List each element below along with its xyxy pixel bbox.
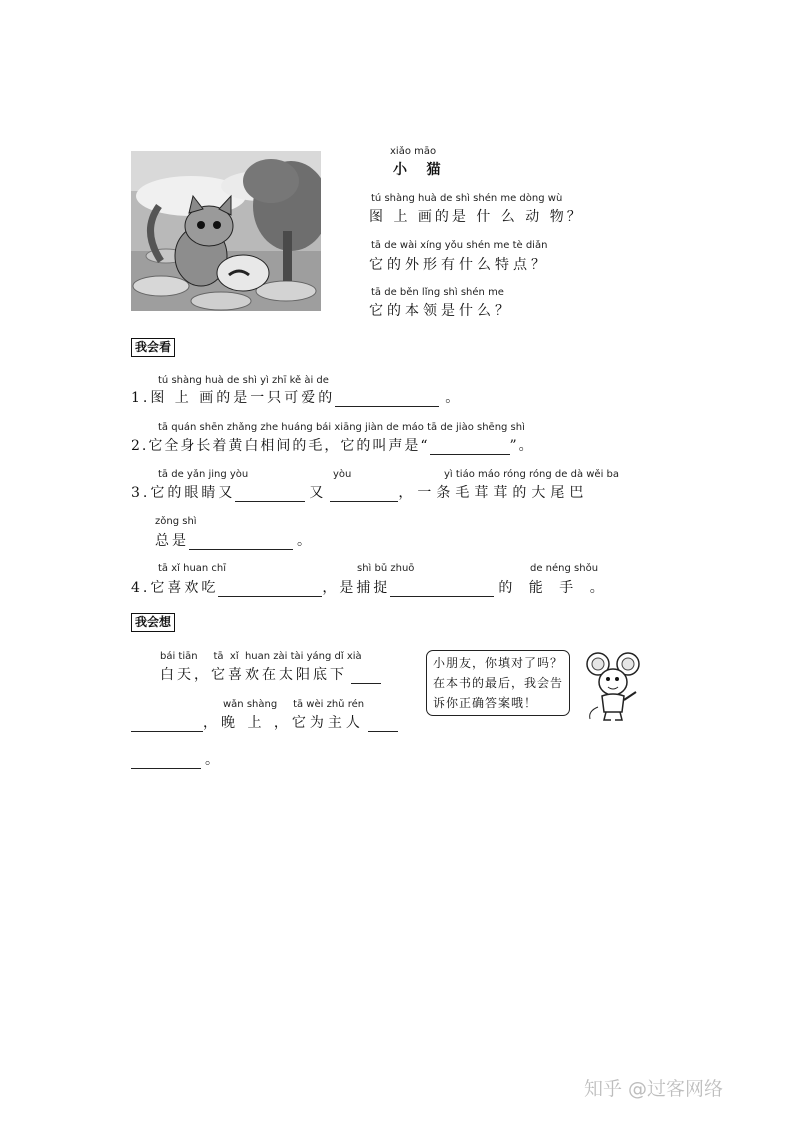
item-suffix: ，一条毛茸茸的大尾巴: [398, 485, 589, 501]
item-text: 又: [309, 485, 327, 501]
section-label: 我会看: [131, 338, 175, 357]
item-suffix: ”。: [509, 438, 535, 454]
question-text: 它的本领是什么？: [369, 303, 513, 319]
line-pinyin: bái tiān tā xǐ huan zài tài yáng dǐ xià: [160, 651, 362, 662]
cat-illustration: [131, 151, 321, 311]
item-4: [131, 577, 610, 597]
answer-blank[interactable]: [351, 669, 381, 684]
line-text: ，晚 上 ，它为主人: [203, 715, 364, 731]
item-pinyin: yì tiáo máo róng róng de dà wěi ba: [444, 469, 620, 480]
item-pinyin: tā xǐ huan chī: [158, 563, 227, 574]
item-pinyin: tā de yǎn jing yòu: [158, 469, 249, 480]
item-pinyin: yòu: [333, 469, 352, 480]
item-3-cont: [155, 530, 314, 550]
bubble-line: 诉你正确答案哦！: [433, 696, 538, 710]
item-text: 4.它喜欢吃: [131, 580, 219, 596]
item-text: 2.它全身长着黄白相间的毛，它的叫声是“: [131, 438, 430, 454]
question-pinyin: tā de wài xíng yǒu shén me tè diǎn: [371, 240, 548, 251]
answer-blank[interactable]: [189, 535, 293, 550]
question-pinyin: tā de běn lǐng shì shén me: [371, 287, 504, 298]
think-line-2: [131, 712, 398, 732]
think-line-3: [131, 749, 222, 769]
item-pinyin: tā quán shēn zhǎng zhe huáng bái xiāng jiàn de máo tā de jiào shēng shì: [158, 422, 525, 433]
section-label: 我会想: [131, 613, 175, 632]
item-1: [131, 387, 462, 407]
item-pinyin: tú shàng huà de shì yì zhī kě ài de: [158, 375, 329, 386]
line-text: 。: [205, 752, 222, 768]
answer-blank[interactable]: [131, 754, 201, 769]
item-suffix: 。: [297, 533, 314, 549]
speech-bubble: [426, 650, 570, 716]
question-text: 图 上 画的是 什 么 动 物？: [369, 209, 584, 225]
item-text: 总是: [155, 533, 189, 549]
item-pinyin: de néng shǒu: [530, 563, 599, 574]
answer-blank[interactable]: [235, 487, 305, 502]
answer-blank[interactable]: [335, 392, 439, 407]
page-title: 小 猫: [393, 162, 441, 178]
answer-blank[interactable]: [368, 717, 398, 732]
mouse-mascot-icon: [584, 652, 644, 724]
question-pinyin: tú shàng huà de shì shén me dòng wù: [371, 193, 563, 204]
item-text: ，是捕捉: [322, 580, 391, 596]
bubble-line: 小朋友，你填对了吗？: [433, 656, 564, 670]
item-suffix: 。: [445, 390, 463, 406]
answer-blank[interactable]: [218, 582, 322, 597]
watermark: 知乎 @过客网络: [584, 1078, 724, 1100]
item-pinyin: zǒng shì: [155, 516, 197, 527]
bubble-line: 在本书的最后，我会告: [433, 676, 564, 690]
title-pinyin: xiǎo māo: [390, 146, 437, 157]
question-text: 它的外形有什么特点？: [369, 257, 549, 273]
line-pinyin: wǎn shàng tā wèi zhǔ rén: [223, 699, 365, 710]
think-line-1: [160, 664, 381, 684]
item-3: [131, 482, 588, 502]
answer-blank[interactable]: [430, 440, 510, 455]
line-text: 白天，它喜欢在太阳底下: [160, 667, 347, 683]
answer-blank[interactable]: [330, 487, 398, 502]
item-text: 1.图 上 画的是一只可爱的: [131, 390, 336, 406]
answer-blank[interactable]: [131, 717, 203, 732]
answer-blank[interactable]: [390, 582, 494, 597]
item-2: [131, 435, 535, 455]
item-text: 3.它的眼睛又: [131, 485, 236, 501]
item-pinyin: shì bǔ zhuō: [357, 563, 415, 574]
item-suffix: 的 能 手 。: [498, 580, 610, 596]
